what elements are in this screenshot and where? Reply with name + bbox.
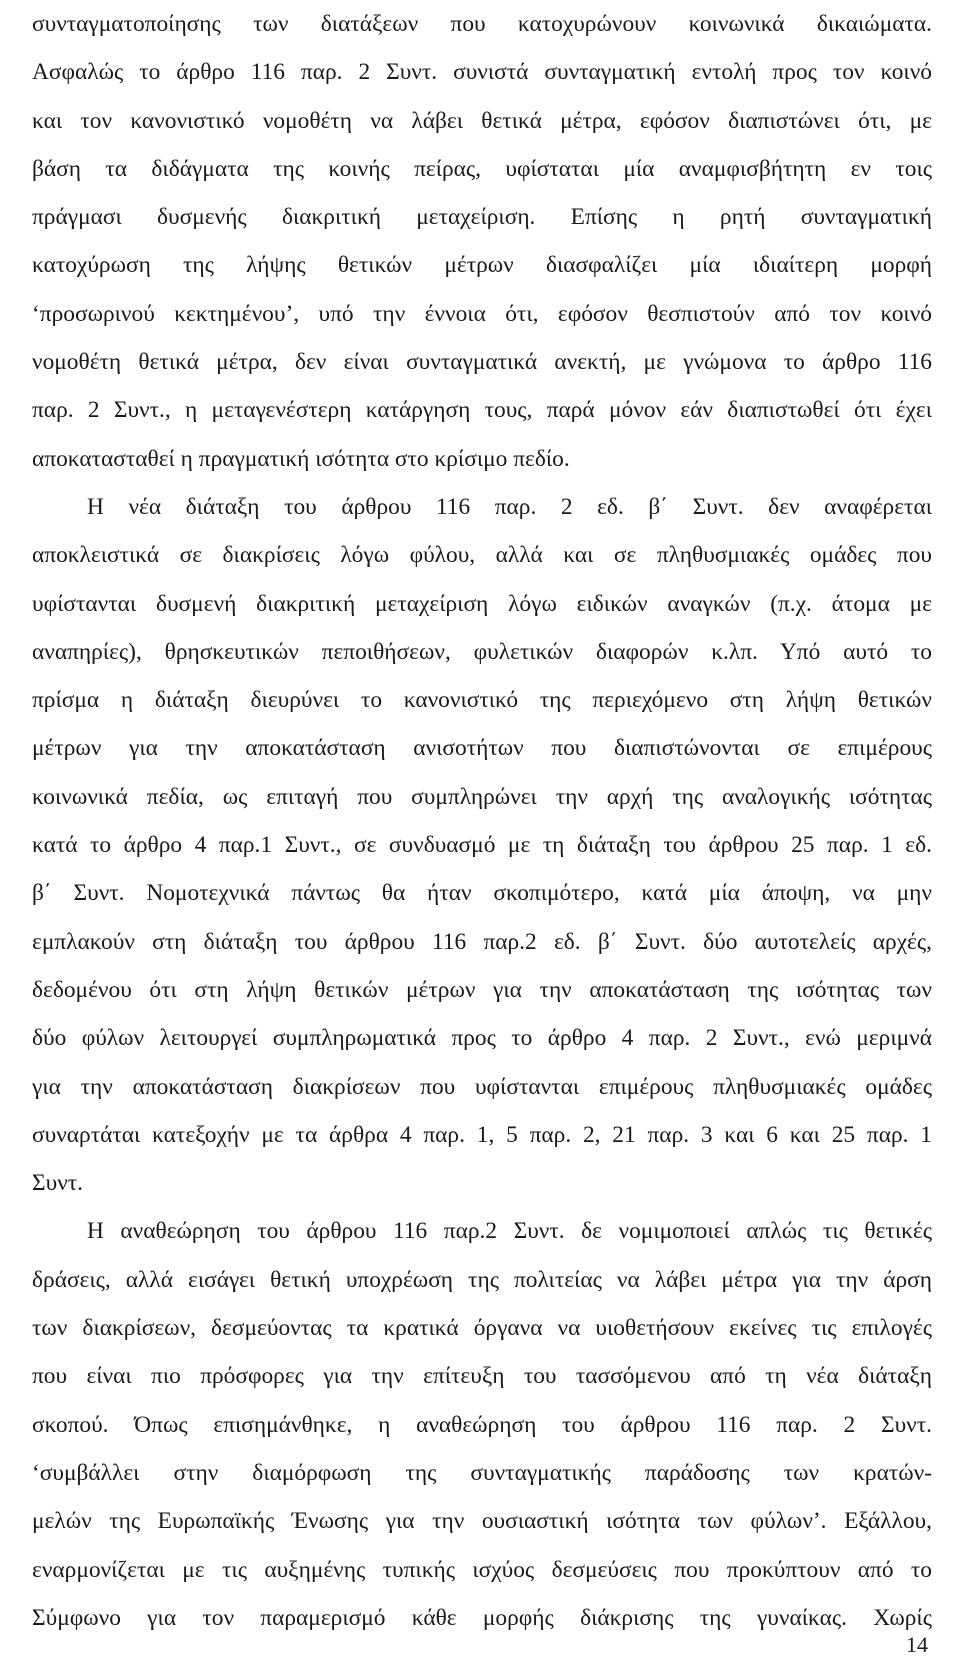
text-line: αποκλειστικά σε διακρίσεις λόγω φύλου, αλλά και σε πληθυσμιακές ομάδες που	[32, 542, 932, 569]
text-line: εμπλακούν στη διάταξη του άρθρου 116 παρ.2 εδ. β΄ Συντ. δύο αυτοτελείς αρχές,	[32, 928, 932, 955]
text-line: Η νέα διάταξη του άρθρου 116 παρ. 2 εδ. β΄ Συντ. δεν αναφέρεται	[87, 493, 932, 520]
text-line: για την αποκατάσταση διακρίσεων που υφίστανται επιμέρους πληθυσμιακές ομάδες	[32, 1073, 932, 1100]
text-line: πρίσμα η διάταξη διευρύνει το κανονιστικό της περιεχόμενο στη λήψη θετικών	[32, 687, 932, 714]
text-line: πράγμασι δυσμενής διακριτική μεταχείριση. Επίσης η ρητή συνταγματική	[32, 204, 932, 231]
text-line: β΄ Συντ. Νομοτεχνικά πάντως θα ήταν σκοπιμότερο, κατά μία άποψη, να μην	[32, 880, 932, 907]
text-line: των διακρίσεων, δεσμεύοντας τα κρατικά όργανα να υιοθετήσουν εκείνες τις επιλογές	[32, 1315, 932, 1342]
text-line: κατά το άρθρο 4 παρ.1 Συντ., σε συνδυασμό με τη διάταξη του άρθρου 25 παρ. 1 εδ.	[32, 832, 932, 859]
text-line: δύο φύλων λειτουργεί συμπληρωματικά προς το άρθρο 4 παρ. 2 Συντ., ενώ μεριμνά	[32, 1025, 932, 1052]
text-line: κατοχύρωση της λήψης θετικών μέτρων διασφαλίζει μία ιδιαίτερη μορφή	[32, 252, 932, 279]
page-number: 14	[906, 1632, 928, 1657]
text-line: Ασφαλώς το άρθρο 116 παρ. 2 Συντ. συνιστά συνταγματική εντολή προς τον κοινό	[32, 59, 932, 86]
text-line: αποκατασταθεί η πραγματική ισότητα στο κρίσιμο πεδίο.	[32, 445, 570, 472]
text-line: δεδομένου ότι στη λήψη θετικών μέτρων για την αποκατάσταση της ισότητας των	[32, 976, 932, 1003]
text-line: ‘προσωρινού κεκτημένου’, υπό την έννοια ότι, εφόσον θεσπιστούν από τον κοινό	[32, 300, 932, 327]
text-line: δράσεις, αλλά εισάγει θετική υποχρέωση της πολιτείας να λάβει μέτρα για την άρση	[32, 1266, 932, 1293]
text-line: ‘συμβάλλει στην διαμόρφωση της συνταγματικής παράδοσης των κρατών-	[32, 1459, 932, 1486]
text-line: Η αναθεώρηση του άρθρου 116 παρ.2 Συντ. δε νομιμοποιεί απλώς τις θετικές	[87, 1218, 932, 1245]
text-line: που είναι πιο πρόσφορες για την επίτευξη του τασσόμενου από τη νέα διάταξη	[32, 1363, 932, 1390]
document-page	[32, 0, 932, 1642]
text-line: εναρμονίζεται με τις αυξημένης τυπικής ισχύος δεσμεύσεις που προκύπτουν από το	[32, 1556, 932, 1583]
text-line: συνταγματοποίησης των διατάξεων που κατοχυρώνουν κοινωνικά δικαιώματα.	[32, 11, 932, 37]
text-line: και τον κανονιστικό νομοθέτη να λάβει θετικά μέτρα, εφόσον διαπιστώνει ότι, με	[32, 107, 932, 134]
paragraph-2	[32, 483, 932, 1207]
text-line: Σύμφωνο για τον παραμερισμό κάθε μορφής διάκρισης της γυναίκας. Χωρίς	[32, 1604, 932, 1631]
text-line: νομοθέτη θετικά μέτρα, δεν είναι συνταγματικά ανεκτή, με γνώμονα το άρθρο 116	[32, 349, 932, 376]
paragraph-3	[32, 1207, 932, 1642]
text-line: βάση τα διδάγματα της κοινής πείρας, υφίσταται μία αναμφισβήτητη εν τοις	[32, 155, 932, 182]
text-line: συναρτάται κατεξοχήν με τα άρθρα 4 παρ. 1, 5 παρ. 2, 21 παρ. 3 και 6 και 25 παρ. 1	[32, 1121, 932, 1148]
text-line: μελών της Ευρωπαϊκής Ένωσης για την ουσιαστική ισότητα των φύλων’. Εξάλλου,	[32, 1508, 932, 1535]
text-line: αναπηρίες), θρησκευτικών πεποιθήσεων, φυλετικών διαφορών κ.λπ. Υπό αυτό το	[32, 638, 932, 665]
text-line: μέτρων για την αποκατάσταση ανισοτήτων που διαπιστώνονται σε επιμέρους	[32, 735, 932, 762]
text-line: κοινωνικά πεδία, ως επιταγή που συμπληρώνει την αρχή της αναλογικής ισότητας	[32, 783, 932, 810]
text-line: υφίστανται δυσμενή διακριτική μεταχείριση λόγω ειδικών αναγκών (π.χ. άτομα με	[32, 590, 932, 617]
text-line: σκοπού. Όπως επισημάνθηκε, η αναθεώρηση του άρθρου 116 παρ. 2 Συντ.	[32, 1411, 932, 1438]
text-line: Συντ.	[32, 1170, 84, 1197]
paragraph-1	[32, 0, 932, 483]
text-line: παρ. 2 Συντ., η μεταγενέστερη κατάργηση τους, παρά μόνον εάν διαπιστωθεί ότι έχει	[32, 397, 932, 424]
